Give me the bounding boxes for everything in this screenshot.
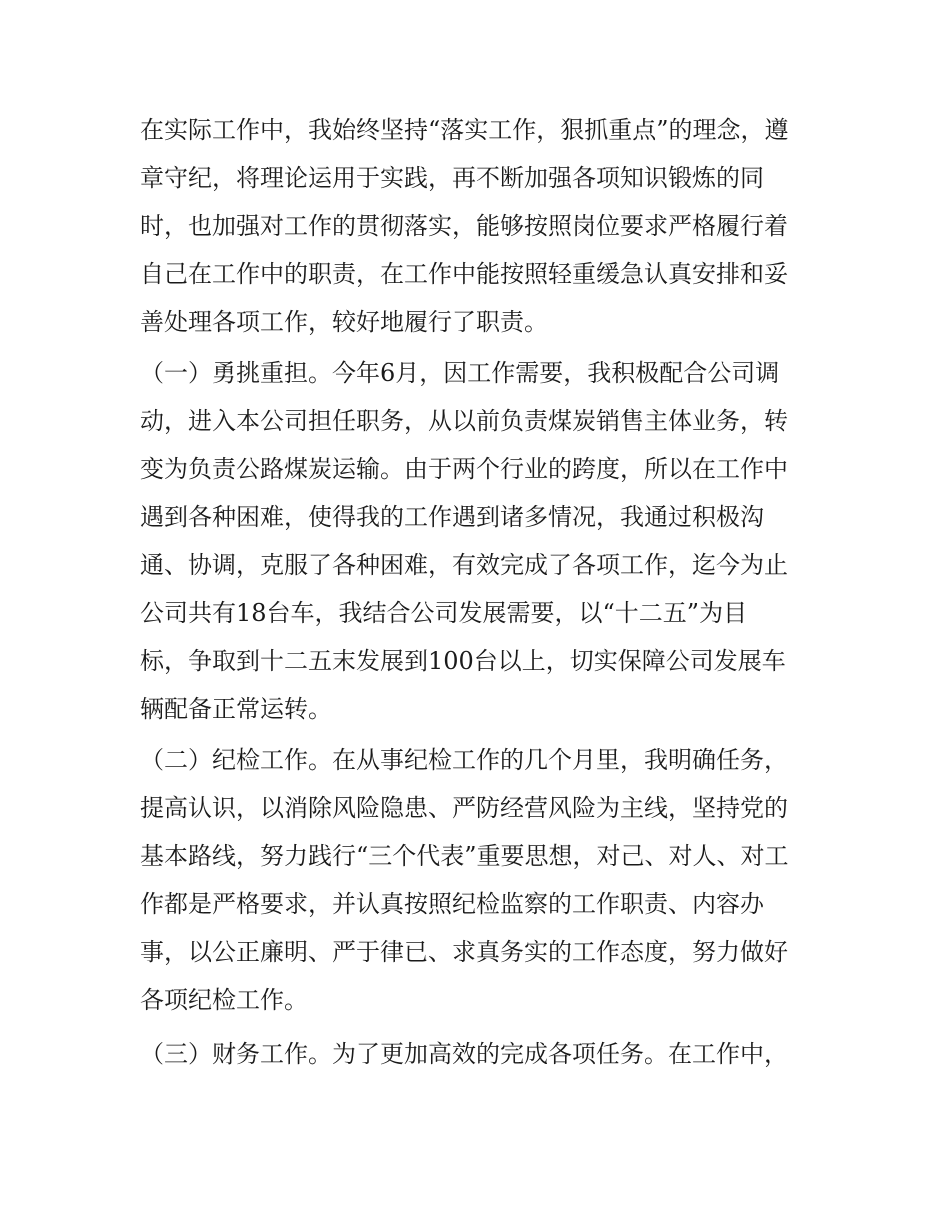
- text-line: 基本路线，努力践行“三个代表”重要思想，对己、对人、对工: [140, 842, 789, 870]
- text-line: 通、协调，克服了各种困难，有效完成了各项工作，迄今为止: [140, 551, 788, 579]
- text-line: 标，争取到十二五末发展到100台以上，切实保障公司发展车: [140, 647, 786, 675]
- text-line: 各项纪检工作。: [140, 986, 308, 1014]
- document-page: [140, 106, 812, 1078]
- paragraph-work-philosophy: [140, 106, 812, 346]
- paragraph-section-two: [140, 736, 812, 1024]
- text-line: （三）财务工作。为了更加高效的完成各项任务。在工作中，: [140, 1040, 788, 1068]
- text-line: 在实际工作中，我始终坚持“落实工作，狠抓重点”的理念，遵: [140, 116, 789, 144]
- paragraph-section-three: [140, 1030, 812, 1078]
- text-line: 自己在工作中的职责，在工作中能按照轻重缓急认真安排和妥: [140, 260, 788, 288]
- text-line: 善处理各项工作，较好地履行了职责。: [140, 308, 548, 336]
- text-line: （一）勇挑重担。今年6月，因工作需要，我积极配合公司调: [140, 359, 780, 387]
- text-line: 提高认识，以消除风险隐患、严防经营风险为主线，坚持党的: [140, 794, 788, 822]
- text-line: （二）纪检工作。在从事纪检工作的几个月里，我明确任务，: [140, 746, 788, 774]
- text-line: 动，进入本公司担任职务，从以前负责煤炭销售主体业务，转: [140, 407, 788, 435]
- text-line: 辆配备正常运转。: [140, 695, 332, 723]
- text-line: 遇到各种困难，使得我的工作遇到诸多情况，我通过积极沟: [140, 503, 764, 531]
- text-line: 变为负责公路煤炭运输。由于两个行业的跨度，所以在工作中: [140, 455, 788, 483]
- text-line: 作都是严格要求，并认真按照纪检监察的工作职责、内容办: [140, 890, 764, 918]
- text-line: 事，以公正廉明、严于律已、求真务实的工作态度，努力做好: [140, 938, 788, 966]
- paragraph-section-one: [140, 349, 812, 733]
- text-line: 公司共有18台车，我结合公司发展需要，以“十二五”为目: [140, 599, 748, 627]
- text-line: 章守纪，将理论运用于实践，再不断加强各项知识锻炼的同: [140, 164, 764, 192]
- text-line: 时，也加强对工作的贯彻落实，能够按照岗位要求严格履行着: [140, 212, 788, 240]
